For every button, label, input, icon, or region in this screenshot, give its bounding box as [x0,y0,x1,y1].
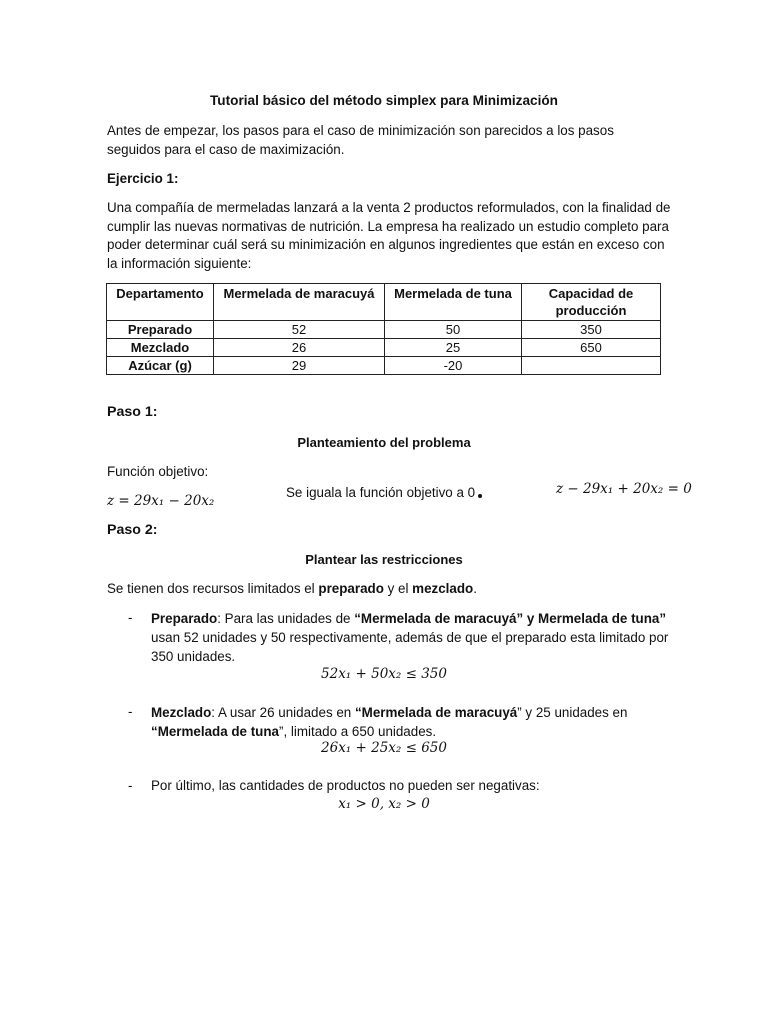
table-cell: 52 [214,321,385,339]
equal-zero-text: Se iguala la función objetivo a 0 [286,485,476,500]
bullet-term: Mezclado [151,705,212,720]
table-header-cell: Mermelada de tuna [385,284,522,321]
table-cell: Preparado [107,321,214,339]
bullet-bold: “Mermelada de tuna [151,724,279,739]
exercise-paragraph: Una compañía de mermeladas lanzará a la venta 2 productos reformulados, con la finalidad de cumplir las nuevas normativas de nutrición. La empresa ha realizado un estudio completo para poder determinar cuál será su minimización en algunos ingredientes que están en exceso con la información siguiente: [107,200,671,271]
table-cell [522,357,661,375]
intro-text: y el [383,581,413,596]
step1-subtitle: Planteamiento del problema [297,435,471,450]
intro-bold-preparado: preparado [318,581,384,596]
table-header-cell: Mermelada de maracuyá [214,284,385,321]
table-header-row [107,284,661,321]
table-cell: Azúcar (g) [107,357,214,375]
table-row [107,339,661,357]
table-row [107,321,661,339]
bullet-text: : Para las unidades de [217,611,355,626]
constraint-preparado: 52x₁ + 50x₂ ≤ 350 [321,666,447,682]
bullet-nonnegative: Por último, las cantidades de productos no pueden ser negativas: [151,778,540,793]
equal-zero-formula: z − 29x₁ + 20x₂ = 0 [556,481,692,497]
constraint-mezclado: 26x₁ + 25x₂ ≤ 650 [321,740,447,756]
step2-subtitle: Plantear las restricciones [305,552,463,567]
table-cell: -20 [385,357,522,375]
bullet-text: usan 52 unidades y 50 respectivamente, además de que el preparado esta limitado por 350 unidades. [151,630,669,664]
intro-text: . [473,581,477,596]
table-cell: 350 [522,321,661,339]
bullet-bold: “Mermelada de maracuyá [354,705,518,720]
step1-label: Paso 1: [107,404,158,420]
table-cell: 650 [522,339,661,357]
bullet-preparado [151,609,671,666]
bullet-dash: - [128,610,133,625]
equal-zero-note [286,485,482,500]
table-header-cell: Departamento [107,284,214,321]
bullet-text: : A usar 26 unidades en [211,705,355,720]
intro-text: Se tienen dos recursos limitados el [107,581,319,596]
table-cell: 25 [385,339,522,357]
constraint-nonnegative: x₁ > 0, x₂ > 0 [338,796,430,812]
table-cell: 29 [214,357,385,375]
bullet-mezclado [151,703,671,741]
intro-bold-mezclado: mezclado [412,581,474,596]
objective-formula: z = 29x₁ − 20x₂ [107,493,215,509]
table-row [107,357,661,375]
table-cell: 50 [385,321,522,339]
data-table [106,283,661,375]
bullet-dash: - [128,778,133,793]
bullet-dash: - [128,704,133,719]
bullet-bold: “Mermelada de maracuyá” y Mermelada de tuna” [354,611,667,626]
resources-intro [107,581,477,596]
bullet-term: Preparado [151,611,218,626]
bullet-text: ”, limitado a 650 unidades. [279,724,437,739]
intro-paragraph: Antes de empezar, los pasos para el caso de minimización son parecidos a los pasos seguidos para el caso de maximización. [107,123,614,157]
document-title: Tutorial básico del método simplex para Minimización [210,93,558,108]
step2-label: Paso 2: [107,522,158,538]
bullet-text: ” y 25 unidades en [517,705,628,720]
table-cell: 26 [214,339,385,357]
bullet-dot [478,494,482,498]
exercise-label: Ejercicio 1: [107,171,179,186]
table-cell: Mezclado [107,339,214,357]
table-header-cell: Capacidad de producción [522,284,661,321]
objective-label: Función objetivo: [107,464,209,479]
